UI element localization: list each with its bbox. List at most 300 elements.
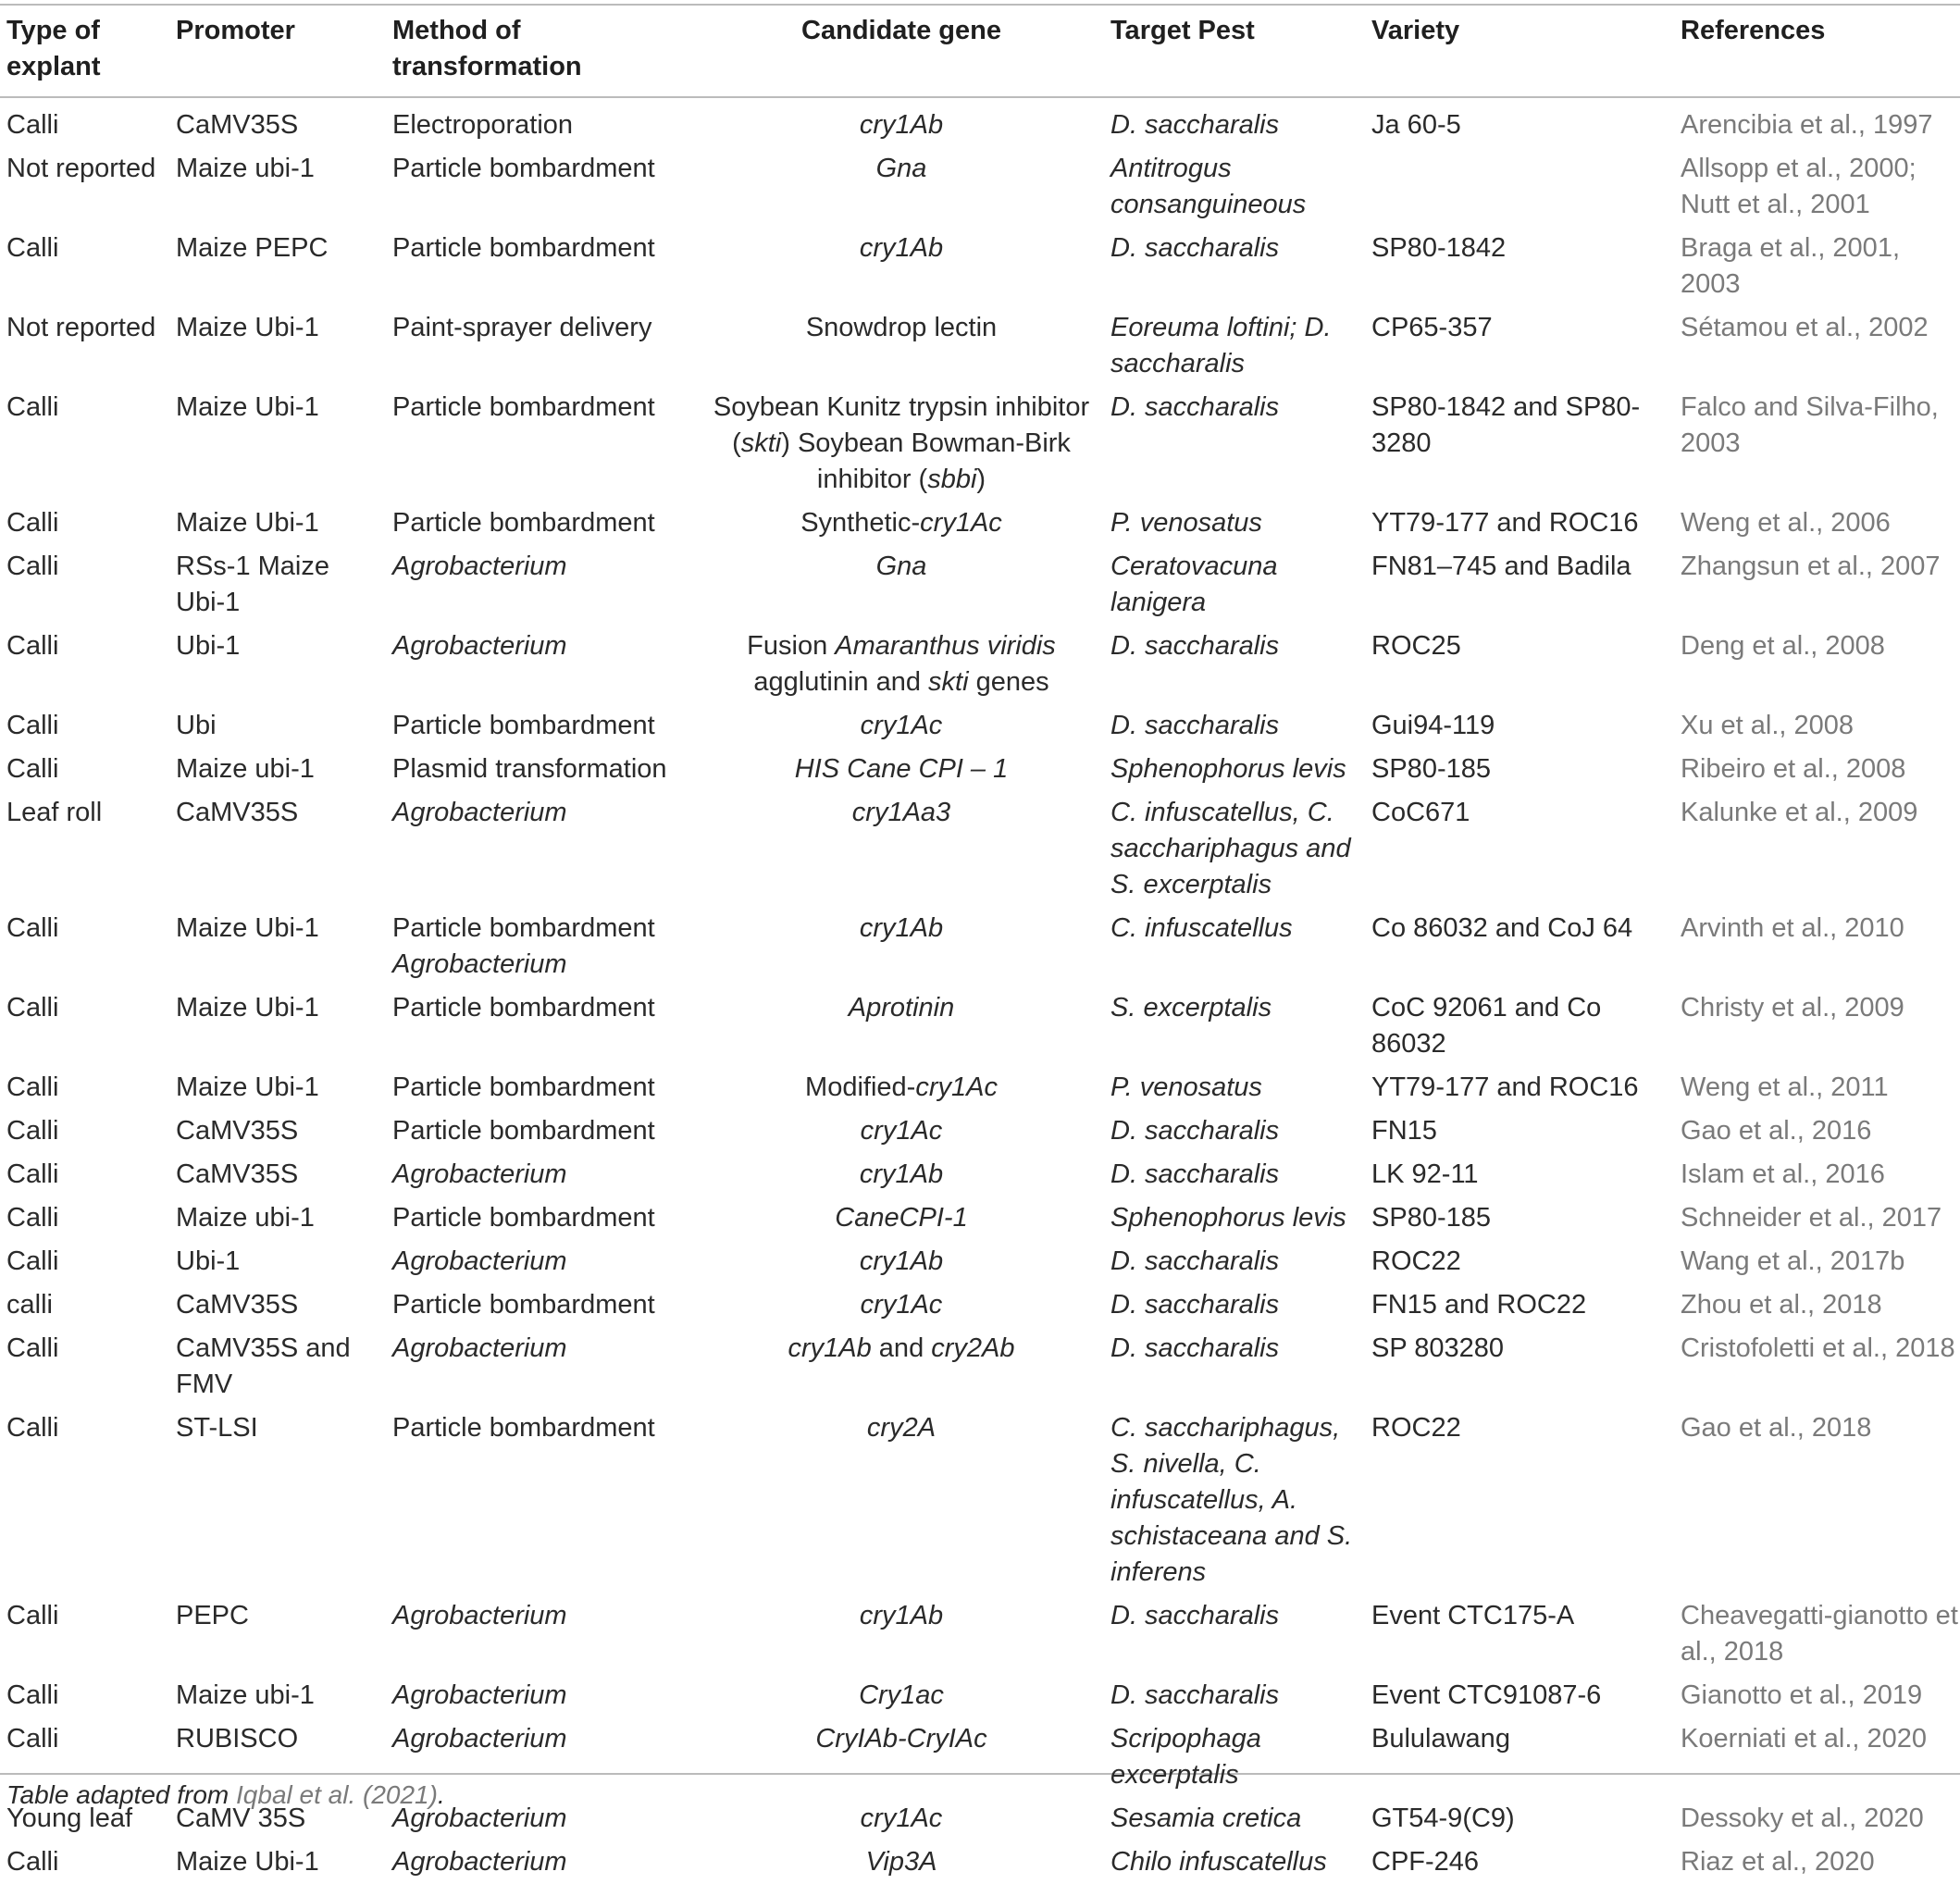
header-method: Method of transformation bbox=[392, 16, 582, 81]
cell-explant: Calli bbox=[6, 993, 59, 1023]
cell-promoter: Maize Ubi-1 bbox=[176, 392, 319, 422]
cell-variety: YT79-177 and ROC16 bbox=[1371, 1072, 1639, 1102]
table-row bbox=[0, 1407, 1960, 1594]
text-segment: Eoreuma loftini; D. saccharalis bbox=[1110, 313, 1332, 378]
cell-reference[interactable]: Islam et al., 2016 bbox=[1681, 1159, 1885, 1189]
text-segment: Particle bombardment bbox=[392, 913, 655, 943]
cell-method bbox=[386, 704, 692, 748]
table-caption bbox=[6, 1780, 445, 1810]
text-segment: cry1Ab bbox=[859, 1159, 944, 1189]
cell-pest bbox=[1104, 386, 1365, 502]
cell-reference[interactable]: Ribeiro et al., 2008 bbox=[1681, 754, 1906, 784]
cell-gene bbox=[692, 1594, 1104, 1674]
text-segment: Sphenophorus levis bbox=[1110, 754, 1346, 784]
text-segment: Agrobacterium bbox=[392, 552, 567, 581]
text-segment: D. saccharalis bbox=[1110, 1116, 1280, 1146]
cell-reference[interactable]: Gao et al., 2018 bbox=[1681, 1413, 1872, 1443]
cell-gene bbox=[692, 1841, 1104, 1884]
cell-explant: Calli bbox=[6, 711, 59, 740]
cell-reference[interactable]: Wang et al., 2017b bbox=[1681, 1246, 1905, 1276]
text-segment: sbbi bbox=[927, 465, 977, 494]
cell-pest bbox=[1104, 748, 1365, 791]
text-segment: C. infuscatellus bbox=[1110, 913, 1293, 943]
cell-gene bbox=[692, 386, 1104, 502]
cell-gene bbox=[692, 502, 1104, 545]
cell-gene bbox=[692, 791, 1104, 907]
cell-variety: Event CTC175-A bbox=[1371, 1601, 1575, 1630]
cell-method bbox=[386, 1066, 692, 1109]
text-segment: cry1Ac bbox=[860, 1116, 943, 1146]
table-row bbox=[0, 625, 1960, 704]
cell-variety: CoC671 bbox=[1371, 798, 1470, 827]
cell-promoter: ST-LSI bbox=[176, 1413, 258, 1443]
text-segment: agglutinin and bbox=[753, 667, 929, 697]
cell-explant: Calli bbox=[6, 508, 59, 538]
text-segment: Particle bombardment bbox=[392, 233, 655, 263]
cell-pest bbox=[1104, 704, 1365, 748]
cell-explant: Not reported bbox=[6, 154, 156, 183]
cell-pest bbox=[1104, 1240, 1365, 1283]
cell-explant: Calli bbox=[6, 1159, 59, 1189]
cell-variety: FN15 bbox=[1371, 1116, 1437, 1146]
cell-variety bbox=[1365, 147, 1674, 227]
cell-pest bbox=[1104, 1674, 1365, 1717]
cell-method bbox=[386, 1407, 692, 1594]
text-segment: Particle bombardment bbox=[392, 1203, 655, 1233]
cell-explant: Young leaf bbox=[6, 1803, 133, 1833]
table-row bbox=[0, 704, 1960, 748]
cell-promoter: Maize PEPC bbox=[176, 233, 329, 263]
cell-reference[interactable]: Cristofoletti et al., 2018 bbox=[1681, 1333, 1955, 1363]
text-segment: ) bbox=[976, 465, 986, 494]
text-segment: Agrobacterium bbox=[392, 631, 567, 661]
cell-method bbox=[386, 545, 692, 625]
text-segment: Agrobacterium bbox=[392, 1724, 567, 1754]
header-variety: Variety bbox=[1371, 16, 1460, 45]
cell-gene bbox=[692, 227, 1104, 306]
cell-variety: GT54-9(C9) bbox=[1371, 1803, 1515, 1833]
text-segment: Particle bombardment bbox=[392, 392, 655, 422]
text-segment: C. infuscatellus, C. sacchariphagus and S. excerptalis bbox=[1110, 798, 1351, 899]
cell-promoter: Ubi-1 bbox=[176, 631, 241, 661]
text-segment: D. saccharalis bbox=[1110, 1159, 1280, 1189]
cell-variety: ROC22 bbox=[1371, 1246, 1461, 1276]
cell-promoter: CaMV35S bbox=[176, 1116, 299, 1146]
text-segment: Gna bbox=[875, 154, 927, 183]
cell-gene bbox=[692, 1717, 1104, 1797]
cell-variety: SP80-1842 bbox=[1371, 233, 1507, 263]
cell-reference[interactable]: Gao et al., 2016 bbox=[1681, 1116, 1872, 1146]
cell-explant: Calli bbox=[6, 1203, 59, 1233]
text-segment: Particle bombardment bbox=[392, 1413, 655, 1443]
text-segment: C. sacchariphagus, S. nivella, C. infuscatellus, A. schistaceana and S. inferens bbox=[1110, 1413, 1353, 1587]
cell-reference[interactable]: Falco and Silva-Filho, 2003 bbox=[1681, 392, 1939, 458]
table-row bbox=[0, 1196, 1960, 1240]
table-row bbox=[0, 1066, 1960, 1109]
table-row bbox=[0, 545, 1960, 625]
text-segment: Particle bombardment bbox=[392, 1072, 655, 1102]
cell-gene bbox=[692, 96, 1104, 147]
cell-gene bbox=[692, 1240, 1104, 1283]
text-segment: D. saccharalis bbox=[1110, 1680, 1280, 1710]
text-segment: Agrobacterium bbox=[392, 1601, 567, 1630]
cell-promoter: Maize Ubi-1 bbox=[176, 993, 319, 1023]
cell-gene bbox=[692, 1109, 1104, 1153]
cell-reference[interactable]: Dessoky et al., 2020 bbox=[1681, 1803, 1924, 1833]
text-segment: D. saccharalis bbox=[1110, 1290, 1280, 1320]
table-row bbox=[0, 502, 1960, 545]
text-segment: P. venosatus bbox=[1110, 1072, 1262, 1102]
cell-pest bbox=[1104, 907, 1365, 986]
cell-promoter: CaMV35S bbox=[176, 1290, 299, 1320]
cell-pest bbox=[1104, 1327, 1365, 1407]
cell-promoter: Maize Ubi-1 bbox=[176, 508, 319, 538]
cell-pest bbox=[1104, 502, 1365, 545]
cell-reference[interactable]: Zhou et al., 2018 bbox=[1681, 1290, 1882, 1320]
cell-reference[interactable]: Weng et al., 2006 bbox=[1681, 508, 1891, 538]
cell-method bbox=[386, 306, 692, 386]
text-segment: Particle bombardment bbox=[392, 154, 655, 183]
cell-method bbox=[386, 1283, 692, 1327]
cell-pest bbox=[1104, 986, 1365, 1066]
cell-method bbox=[386, 625, 692, 704]
table-row bbox=[0, 306, 1960, 386]
cell-reference[interactable]: Cheavegatti-gianotto et al., 2018 bbox=[1681, 1601, 1958, 1667]
cell-reference[interactable]: Xu et al., 2008 bbox=[1681, 711, 1855, 740]
cell-reference[interactable]: Riaz et al., 2020 bbox=[1681, 1847, 1875, 1877]
text-segment: ) Soybean Bowman-Birk inhibitor ( bbox=[781, 428, 1071, 494]
cell-reference[interactable]: Arencibia et al., 1997 bbox=[1681, 110, 1933, 140]
cell-variety: Event CTC91087-6 bbox=[1371, 1680, 1602, 1710]
cell-method bbox=[386, 96, 692, 147]
cell-gene bbox=[692, 1283, 1104, 1327]
text-segment: Vip3A bbox=[865, 1847, 937, 1877]
text-segment: cry1Ac bbox=[860, 1803, 943, 1833]
table-row bbox=[0, 1674, 1960, 1717]
cell-pest bbox=[1104, 791, 1365, 907]
text-segment: cry1Ac bbox=[860, 1290, 943, 1320]
cell-method bbox=[386, 791, 692, 907]
cell-method bbox=[386, 1674, 692, 1717]
cell-pest bbox=[1104, 306, 1365, 386]
cell-explant: Calli bbox=[6, 1333, 59, 1363]
cell-pest bbox=[1104, 1841, 1365, 1884]
cell-reference[interactable]: Schneider et al., 2017 bbox=[1681, 1203, 1942, 1233]
cell-method bbox=[386, 1841, 692, 1884]
cell-variety: SP80-1842 and SP80-3280 bbox=[1371, 392, 1641, 458]
text-segment: cry2A bbox=[866, 1413, 937, 1443]
cell-variety: LK 92-11 bbox=[1371, 1159, 1479, 1189]
cell-promoter: CaMV 35S bbox=[176, 1803, 306, 1833]
text-segment: Aprotinin bbox=[848, 993, 955, 1023]
cell-variety: SP80-185 bbox=[1371, 1203, 1491, 1233]
text-segment: Plasmid transformation bbox=[392, 754, 667, 784]
text-segment: genes bbox=[968, 667, 1049, 697]
text-segment: cry1Ab bbox=[788, 1333, 872, 1363]
text-segment: Particle bombardment bbox=[392, 711, 655, 740]
cell-explant: Calli bbox=[6, 233, 59, 263]
text-segment: cry1Ac bbox=[915, 1072, 998, 1102]
cell-explant: Calli bbox=[6, 1680, 59, 1710]
cell-pest bbox=[1104, 1153, 1365, 1196]
text-segment: Paint-sprayer delivery bbox=[392, 313, 652, 342]
cell-pest bbox=[1104, 1109, 1365, 1153]
header-gene: Candidate gene bbox=[801, 16, 1001, 45]
cell-reference[interactable]: Deng et al., 2008 bbox=[1681, 631, 1885, 661]
cell-explant: Calli bbox=[6, 110, 59, 140]
cell-variety: SP 803280 bbox=[1371, 1333, 1504, 1363]
text-segment: and bbox=[871, 1333, 932, 1363]
cell-promoter: Maize ubi-1 bbox=[176, 1203, 315, 1233]
cell-gene bbox=[692, 907, 1104, 986]
table-row bbox=[0, 1109, 1960, 1153]
table-row bbox=[0, 386, 1960, 502]
text-segment: Agrobacterium bbox=[392, 1246, 567, 1276]
cell-pest bbox=[1104, 1066, 1365, 1109]
text-segment: Electroporation bbox=[392, 110, 574, 140]
cell-gene bbox=[692, 147, 1104, 227]
cell-explant: Leaf roll bbox=[6, 798, 103, 827]
text-segment: Agrobacterium bbox=[392, 1847, 567, 1877]
cell-variety: CPF-246 bbox=[1371, 1847, 1480, 1877]
cell-reference[interactable]: Christy et al., 2009 bbox=[1681, 993, 1904, 1023]
text-segment: cry1Ab bbox=[859, 1601, 944, 1630]
text-segment: Ceratovacuna lanigera bbox=[1110, 552, 1278, 617]
cell-gene bbox=[692, 1066, 1104, 1109]
table-body bbox=[0, 96, 1960, 1884]
table-row bbox=[0, 1240, 1960, 1283]
cell-variety: YT79-177 and ROC16 bbox=[1371, 508, 1639, 538]
text-segment: HIS Cane CPI – 1 bbox=[794, 754, 1009, 784]
text-segment: cry1Ab bbox=[859, 110, 944, 140]
table-row bbox=[0, 227, 1960, 306]
text-segment: CaneCPI-1 bbox=[835, 1203, 968, 1233]
text-segment: cry1Ab bbox=[859, 1246, 944, 1276]
cell-method bbox=[386, 502, 692, 545]
text-segment: D. saccharalis bbox=[1110, 1601, 1280, 1630]
cell-pest bbox=[1104, 1407, 1365, 1594]
cell-pest bbox=[1104, 1594, 1365, 1674]
cell-variety: SP80-185 bbox=[1371, 754, 1491, 784]
text-segment: D. saccharalis bbox=[1110, 711, 1280, 740]
cell-explant: calli bbox=[6, 1290, 53, 1320]
text-segment: cry1Ab bbox=[859, 233, 944, 263]
header-pest: Target Pest bbox=[1110, 16, 1255, 45]
cell-method bbox=[386, 1196, 692, 1240]
text-segment: Modified- bbox=[805, 1072, 916, 1102]
caption-link[interactable]: Iqbal et al. (2021) bbox=[236, 1780, 438, 1809]
cell-promoter: Maize Ubi-1 bbox=[176, 1072, 319, 1102]
text-segment: skti bbox=[928, 667, 969, 697]
cell-promoter: RSs-1 Maize Ubi-1 bbox=[176, 552, 329, 617]
cell-method bbox=[386, 748, 692, 791]
text-segment: cry1Ac bbox=[920, 508, 1002, 538]
cell-promoter: Ubi-1 bbox=[176, 1246, 241, 1276]
cell-gene bbox=[692, 986, 1104, 1066]
cell-gene bbox=[692, 1327, 1104, 1407]
cell-reference[interactable]: Gianotto et al., 2019 bbox=[1681, 1680, 1923, 1710]
table-row bbox=[0, 907, 1960, 986]
text-segment: CryIAb-CryIAc bbox=[815, 1724, 987, 1754]
cell-promoter: Maize Ubi-1 bbox=[176, 313, 319, 342]
cell-promoter: CaMV35S bbox=[176, 1159, 299, 1189]
cell-promoter: PEPC bbox=[176, 1601, 249, 1630]
cell-pest bbox=[1104, 625, 1365, 704]
text-segment: D. saccharalis bbox=[1110, 1333, 1280, 1363]
cell-method bbox=[386, 1109, 692, 1153]
cell-promoter: CaMV35S bbox=[176, 110, 299, 140]
text-segment: Snowdrop lectin bbox=[805, 313, 998, 342]
table-row bbox=[0, 147, 1960, 227]
text-segment: Agrobacterium bbox=[392, 1333, 567, 1363]
text-segment: Chilo infuscatellus bbox=[1110, 1847, 1327, 1877]
cell-gene bbox=[692, 1797, 1104, 1841]
text-segment: Antitrogus consanguineous bbox=[1110, 154, 1307, 219]
text-segment: D. saccharalis bbox=[1110, 233, 1280, 263]
cell-method bbox=[386, 1240, 692, 1283]
text-segment: D. saccharalis bbox=[1110, 1246, 1280, 1276]
text-segment: S. excerptalis bbox=[1110, 993, 1272, 1023]
text-segment: cry1Ab bbox=[859, 913, 944, 943]
text-segment: skti bbox=[740, 428, 782, 458]
cell-reference[interactable]: Allsopp et al., 2000; Nutt et al., 2001 bbox=[1681, 154, 1917, 219]
cell-pest bbox=[1104, 1797, 1365, 1841]
cell-gene bbox=[692, 625, 1104, 704]
table-row bbox=[0, 1283, 1960, 1327]
caption-suffix: . bbox=[437, 1780, 445, 1809]
text-segment: Soybean Kunitz trypsin inhibitor ( bbox=[713, 392, 1090, 458]
cell-variety: Bululawang bbox=[1371, 1724, 1510, 1754]
cell-gene bbox=[692, 1674, 1104, 1717]
cell-variety: FN81–745 and Badila bbox=[1371, 552, 1631, 581]
cell-method bbox=[386, 986, 692, 1066]
cell-gene bbox=[692, 306, 1104, 386]
text-segment: P. venosatus bbox=[1110, 508, 1262, 538]
header-explant: Type of explant bbox=[6, 16, 101, 81]
text-segment: Gna bbox=[875, 552, 927, 581]
cell-method bbox=[386, 1327, 692, 1407]
cell-pest bbox=[1104, 545, 1365, 625]
table-header bbox=[0, 0, 1960, 96]
cell-pest bbox=[1104, 1717, 1365, 1797]
cell-method bbox=[386, 907, 692, 986]
text-segment: Agrobacterium bbox=[392, 798, 567, 827]
cell-promoter: CaMV35S and FMV bbox=[176, 1333, 351, 1399]
table-row bbox=[0, 1327, 1960, 1407]
table-row bbox=[0, 1153, 1960, 1196]
text-segment: cry1Ac bbox=[860, 711, 943, 740]
cell-promoter: Maize ubi-1 bbox=[176, 754, 315, 784]
cell-explant: Calli bbox=[6, 1724, 59, 1754]
cell-method bbox=[386, 1594, 692, 1674]
text-segment: cry1Aa3 bbox=[851, 798, 951, 827]
table-row bbox=[0, 1841, 1960, 1884]
cell-promoter: RUBISCO bbox=[176, 1724, 299, 1754]
table-row bbox=[0, 748, 1960, 791]
cell-gene bbox=[692, 545, 1104, 625]
text-segment: D. saccharalis bbox=[1110, 392, 1280, 422]
cell-explant: Calli bbox=[6, 392, 59, 422]
text-segment: D. saccharalis bbox=[1110, 110, 1280, 140]
cell-reference[interactable]: Kalunke et al., 2009 bbox=[1681, 798, 1918, 827]
table-row bbox=[0, 96, 1960, 147]
cell-explant: Calli bbox=[6, 1246, 59, 1276]
cell-method bbox=[386, 1153, 692, 1196]
text-segment: Amaranthus viridis bbox=[835, 631, 1056, 661]
cell-explant: Not reported bbox=[6, 313, 156, 342]
cell-variety: Gui94-119 bbox=[1371, 711, 1495, 740]
cell-gene bbox=[692, 1196, 1104, 1240]
header-references: References bbox=[1681, 16, 1826, 45]
cell-pest bbox=[1104, 1283, 1365, 1327]
cell-explant: Calli bbox=[6, 1847, 59, 1877]
cell-promoter: CaMV35S bbox=[176, 798, 299, 827]
text-segment: Agrobacterium bbox=[392, 1159, 567, 1189]
cell-gene bbox=[692, 748, 1104, 791]
text-segment: cry2Ab bbox=[931, 1333, 1015, 1363]
cell-reference[interactable]: Weng et al., 2011 bbox=[1681, 1072, 1889, 1102]
cell-promoter: Ubi bbox=[176, 711, 217, 740]
cell-method bbox=[386, 147, 692, 227]
cell-variety: CP65-357 bbox=[1371, 313, 1493, 342]
cell-reference[interactable]: Arvinth et al., 2010 bbox=[1681, 913, 1904, 943]
cell-reference[interactable]: Koerniati et al., 2020 bbox=[1681, 1724, 1928, 1754]
cell-pest bbox=[1104, 147, 1365, 227]
cell-reference[interactable]: Zhangsun et al., 2007 bbox=[1681, 552, 1941, 581]
table-row bbox=[0, 791, 1960, 907]
text-segment: Fusion bbox=[747, 631, 836, 661]
cell-promoter: Maize ubi-1 bbox=[176, 154, 315, 183]
text-segment: Cry1ac bbox=[859, 1680, 944, 1710]
cell-method bbox=[386, 386, 692, 502]
text-segment: Synthetic- bbox=[800, 508, 921, 538]
cell-pest bbox=[1104, 96, 1365, 147]
cell-reference[interactable]: Sétamou et al., 2002 bbox=[1681, 313, 1929, 342]
text-segment: D. saccharalis bbox=[1110, 631, 1280, 661]
text-segment: Particle bombardment bbox=[392, 1290, 655, 1320]
text-segment: Agrobacterium bbox=[392, 1680, 567, 1710]
cell-variety: ROC22 bbox=[1371, 1413, 1461, 1443]
cell-variety: FN15 and ROC22 bbox=[1371, 1290, 1587, 1320]
cell-explant: Calli bbox=[6, 1601, 59, 1630]
text-segment: Scripophaga excerptalis bbox=[1110, 1724, 1261, 1790]
cell-gene bbox=[692, 1407, 1104, 1594]
caption-prefix: Table adapted from bbox=[6, 1780, 237, 1809]
cell-method bbox=[386, 227, 692, 306]
cell-promoter: Maize Ubi-1 bbox=[176, 913, 319, 943]
cell-pest bbox=[1104, 227, 1365, 306]
table-row bbox=[0, 1594, 1960, 1674]
cell-variety: CoC 92061 and Co 86032 bbox=[1371, 993, 1602, 1059]
cell-reference[interactable]: Braga et al., 2001, 2003 bbox=[1681, 233, 1900, 299]
header-promoter: Promoter bbox=[176, 16, 295, 45]
cell-variety: Ja 60-5 bbox=[1371, 110, 1461, 140]
cell-explant: Calli bbox=[6, 1116, 59, 1146]
cell-explant: Calli bbox=[6, 631, 59, 661]
text-segment: Agrobacterium bbox=[392, 1803, 567, 1833]
cell-promoter: Maize ubi-1 bbox=[176, 1680, 315, 1710]
cell-explant: Calli bbox=[6, 913, 59, 943]
text-segment: Sphenophorus levis bbox=[1110, 1203, 1346, 1233]
cell-explant: Calli bbox=[6, 1413, 59, 1443]
cell-variety: ROC25 bbox=[1371, 631, 1461, 661]
text-segment: Particle bombardment bbox=[392, 1116, 655, 1146]
cell-explant: Calli bbox=[6, 754, 59, 784]
cell-explant: Calli bbox=[6, 552, 59, 581]
text-segment: Particle bombardment bbox=[392, 993, 655, 1023]
text-segment: Particle bombardment bbox=[392, 508, 655, 538]
cell-promoter: Maize Ubi-1 bbox=[176, 1847, 319, 1877]
